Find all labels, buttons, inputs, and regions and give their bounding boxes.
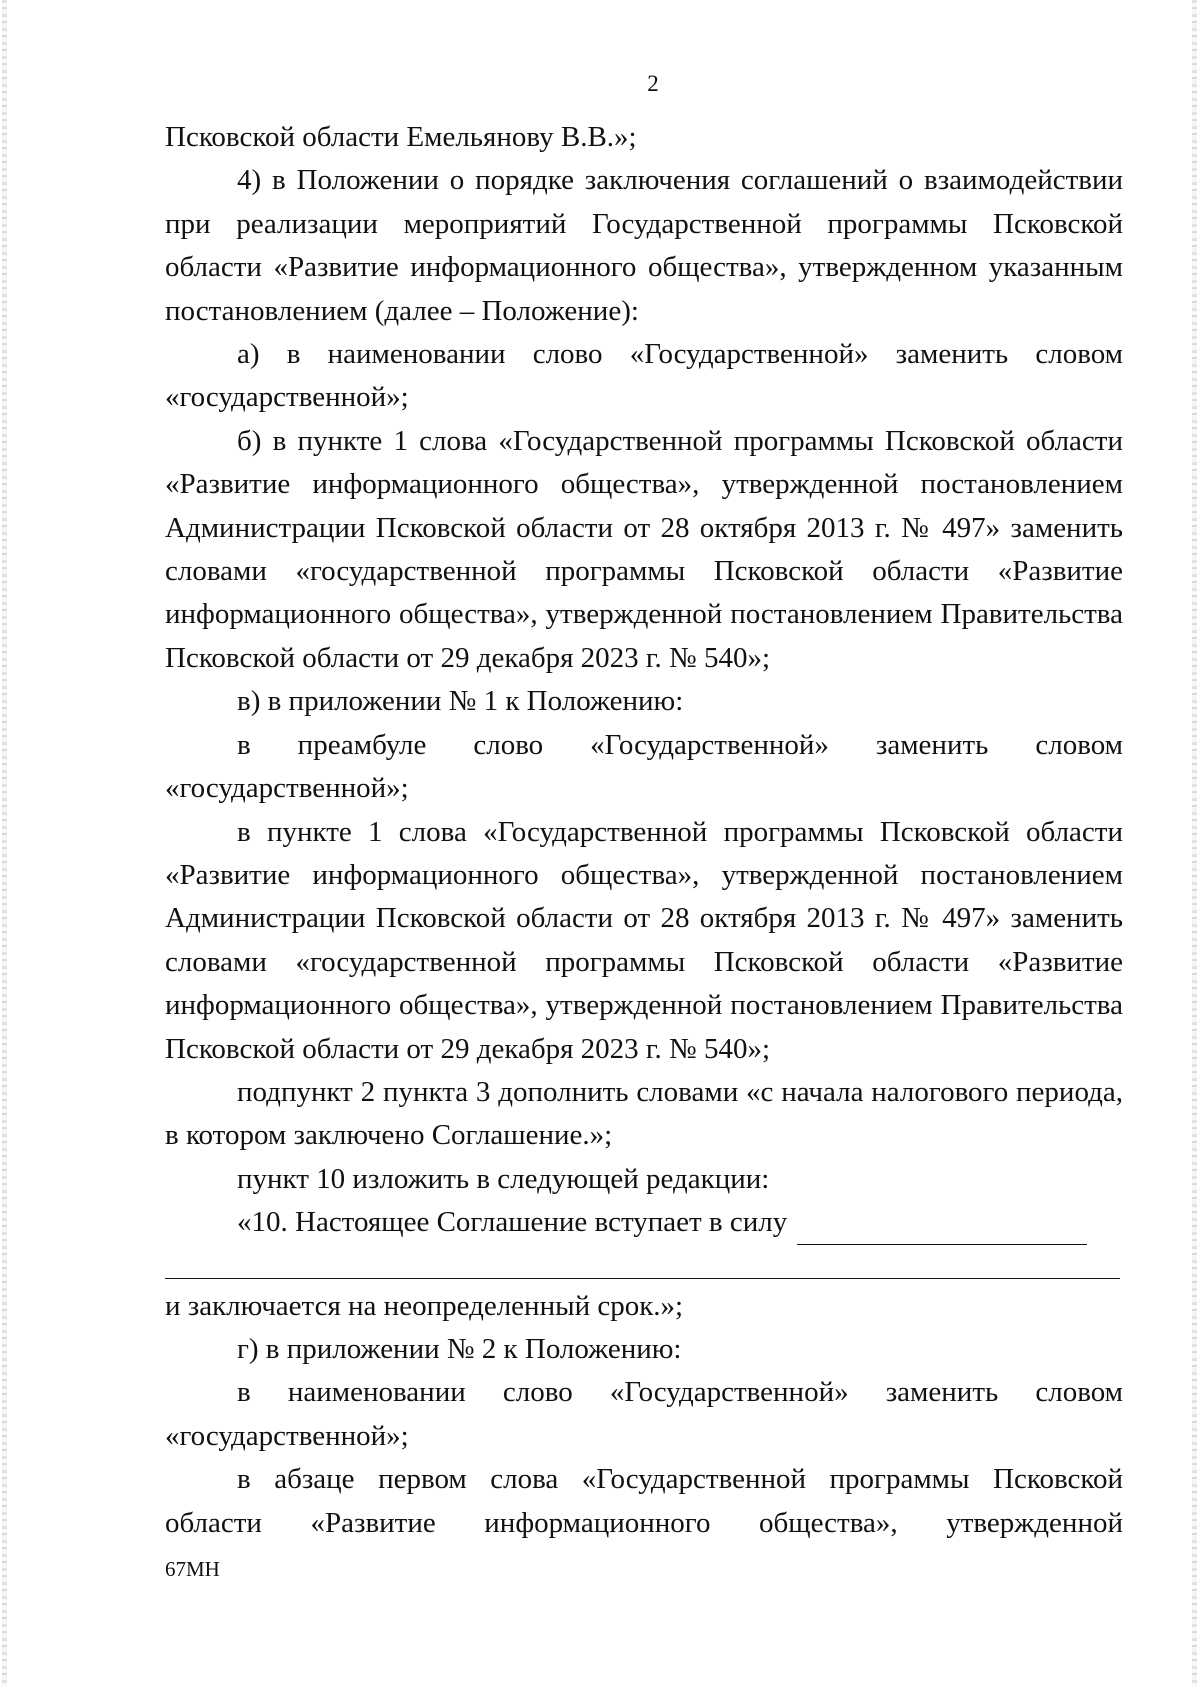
- paragraph: 4) в Положении о порядке заключения соглашений о взаимодействии при реализации мероприятий Государственной программы Псковской области «Развитие информационного общества», утвержденном указанным постановлением (далее – Положение):: [165, 164, 1123, 327]
- footer-code: 67МН: [165, 1557, 220, 1581]
- paragraph: б) в пункте 1 слова «Государственной программы Псковской области «Развитие информационного общества», утвержденной постановлением Администрации Псковской области от 28 октября 2013 г. № 497» заменить словами «государственной программы Псковской области «Развитие информационного общества», утвержденной постановлением Правительства Псковской области от 29 декабря 2023 г. № 540»;: [165, 424, 1123, 674]
- paragraph: а) в наименовании слово «Государственной» заменить словом «государственной»;: [165, 338, 1123, 414]
- paragraph: в преамбуле слово «Государственной» заменить словом «государственной»;: [165, 728, 1123, 805]
- scan-left-edge: [2, 0, 7, 1686]
- paragraph: «10. Настоящее Соглашение вступает в силу: [237, 1206, 788, 1239]
- scan-right-edge: [1192, 0, 1197, 1686]
- document-page: [165, 70, 1123, 1583]
- fill-in-line: [165, 1201, 1123, 1244]
- page-number: 2: [647, 71, 659, 96]
- paragraph: г) в приложении № 2 к Положению:: [237, 1332, 682, 1365]
- paragraph: в абзаце первом слова «Государственной программы Псковской области «Развитие информационного общества», утвержденной: [165, 1463, 1123, 1539]
- paragraph: пункт 10 изложить в следующей редакции:: [237, 1162, 770, 1195]
- blank-underline: [797, 1212, 1087, 1245]
- paragraph: Псковской области Емельянову В.В.»;: [165, 121, 637, 153]
- paragraph: в пункте 1 слова «Государственной программы Псковской области «Развитие информационного общества», утвержденной постановлением Администрации Псковской области от 28 октября 2013 г. № 497» заменить словами «государственной программы Псковской области «Развитие информационного общества», утвержденной постановлением Правительства Псковской области от 29 декабря 2023 г. № 540»;: [165, 815, 1123, 1065]
- paragraph: в) в приложении № 1 к Положению:: [237, 685, 684, 718]
- paragraph: в наименовании слово «Государственной» заменить словом «государственной»;: [165, 1376, 1123, 1452]
- paragraph: подпункт 2 пункта 3 дополнить словами «с начала налогового периода, в котором заключено Соглашение.»;: [165, 1075, 1123, 1152]
- paragraph: и заключается на неопределенный срок.»;: [165, 1289, 684, 1322]
- blank-full-line: [165, 1278, 1120, 1279]
